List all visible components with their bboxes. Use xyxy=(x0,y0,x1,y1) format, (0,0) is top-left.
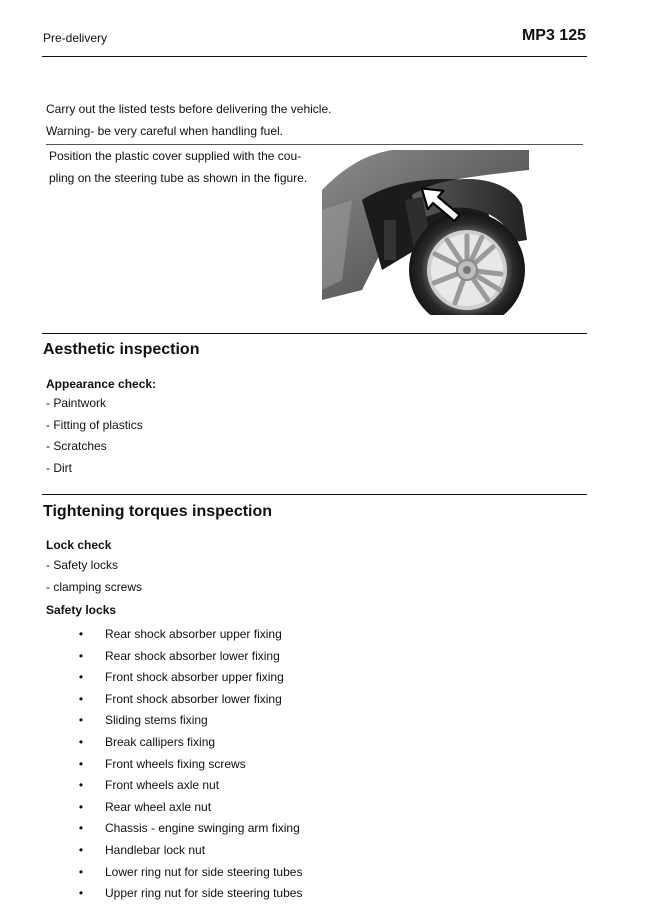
scooter-wheel-photo xyxy=(322,150,529,315)
safety-lock-item xyxy=(76,797,302,819)
safety-lock-item xyxy=(76,732,302,754)
header-section-label: Pre-delivery xyxy=(43,31,108,45)
intro-line-2: Warning- be very careful when handling fuel. xyxy=(46,124,284,138)
safety-lock-label: Rear wheel axle nut xyxy=(105,799,212,814)
safety-lock-label: Front shock absorber upper fixing xyxy=(105,670,284,685)
safety-lock-item xyxy=(76,667,302,689)
safety-lock-item xyxy=(76,710,302,732)
steering-tube-figure xyxy=(322,150,529,315)
bullet-icon: • xyxy=(78,864,84,879)
aesthetic-item: - Dirt xyxy=(46,460,72,475)
safety-lock-label: Front wheels fixing screws xyxy=(105,756,246,771)
safety-lock-label: Rear shock absorber upper fixing xyxy=(105,627,282,641)
safety-lock-label: Rear shock absorber lower fixing xyxy=(105,648,280,663)
lock-check-subheading: Lock check xyxy=(46,538,112,552)
header-model-title: MP3 125 xyxy=(521,27,586,44)
safety-lock-label: Sliding stems fixing xyxy=(105,713,208,728)
bullet-icon: • xyxy=(78,734,84,749)
bullet-icon: • xyxy=(78,842,84,857)
bullet-icon: • xyxy=(78,821,84,836)
bullet-icon: • xyxy=(78,778,84,793)
bullet-icon: • xyxy=(78,627,84,641)
lock-check-item: - clamping screws xyxy=(46,579,143,594)
header-rule xyxy=(42,56,587,57)
bullet-icon: • xyxy=(78,713,84,728)
aesthetic-item: - Scratches xyxy=(46,439,107,454)
safety-lock-item xyxy=(76,624,302,646)
safety-lock-item xyxy=(76,883,302,905)
safety-lock-item xyxy=(76,775,302,797)
bullet-icon: • xyxy=(78,886,84,901)
safety-locks-list xyxy=(76,624,302,905)
torques-heading: Tightening torques inspection xyxy=(43,503,273,520)
safety-locks-subheading: Safety locks xyxy=(46,603,117,617)
appearance-check-subheading: Appearance check: xyxy=(46,377,157,391)
bullet-icon: • xyxy=(78,799,84,814)
lock-check-list xyxy=(46,555,142,598)
cover-step-line-2: pling on the steering tube as shown in the figure. xyxy=(49,171,308,185)
safety-lock-label: Break callipers fixing xyxy=(105,734,216,749)
aesthetic-item: - Fitting of plastics xyxy=(46,417,143,432)
safety-lock-item xyxy=(76,840,302,862)
safety-lock-item xyxy=(76,646,302,668)
aesthetic-item: - Paintwork xyxy=(46,396,107,410)
safety-lock-label: Front shock absorber lower fixing xyxy=(105,691,282,706)
bullet-icon: • xyxy=(78,691,84,706)
cover-step-line-1: Position the plastic cover supplied with the cou- xyxy=(49,149,302,163)
torques-rule xyxy=(42,494,587,495)
safety-lock-item xyxy=(76,862,302,884)
aesthetic-list xyxy=(46,393,143,479)
safety-lock-label: Upper ring nut for side steering tubes xyxy=(105,886,303,901)
bullet-icon: • xyxy=(78,670,84,685)
bullet-icon: • xyxy=(78,756,84,771)
safety-lock-label: Front wheels axle nut xyxy=(105,778,220,793)
safety-lock-label: Handlebar lock nut xyxy=(105,842,206,857)
lock-check-item: - Safety locks xyxy=(46,558,119,572)
aesthetic-heading: Aesthetic inspection xyxy=(43,341,200,358)
safety-lock-item xyxy=(76,818,302,840)
aesthetic-rule xyxy=(42,333,587,334)
safety-lock-label: Chassis - engine swinging arm fixing xyxy=(105,821,300,836)
safety-lock-item xyxy=(76,689,302,711)
safety-lock-label: Lower ring nut for side steering tubes xyxy=(105,864,303,879)
safety-lock-item xyxy=(76,754,302,776)
intro-line-1: Carry out the listed tests before delivering the vehicle. xyxy=(46,102,332,116)
bullet-icon: • xyxy=(78,648,84,663)
